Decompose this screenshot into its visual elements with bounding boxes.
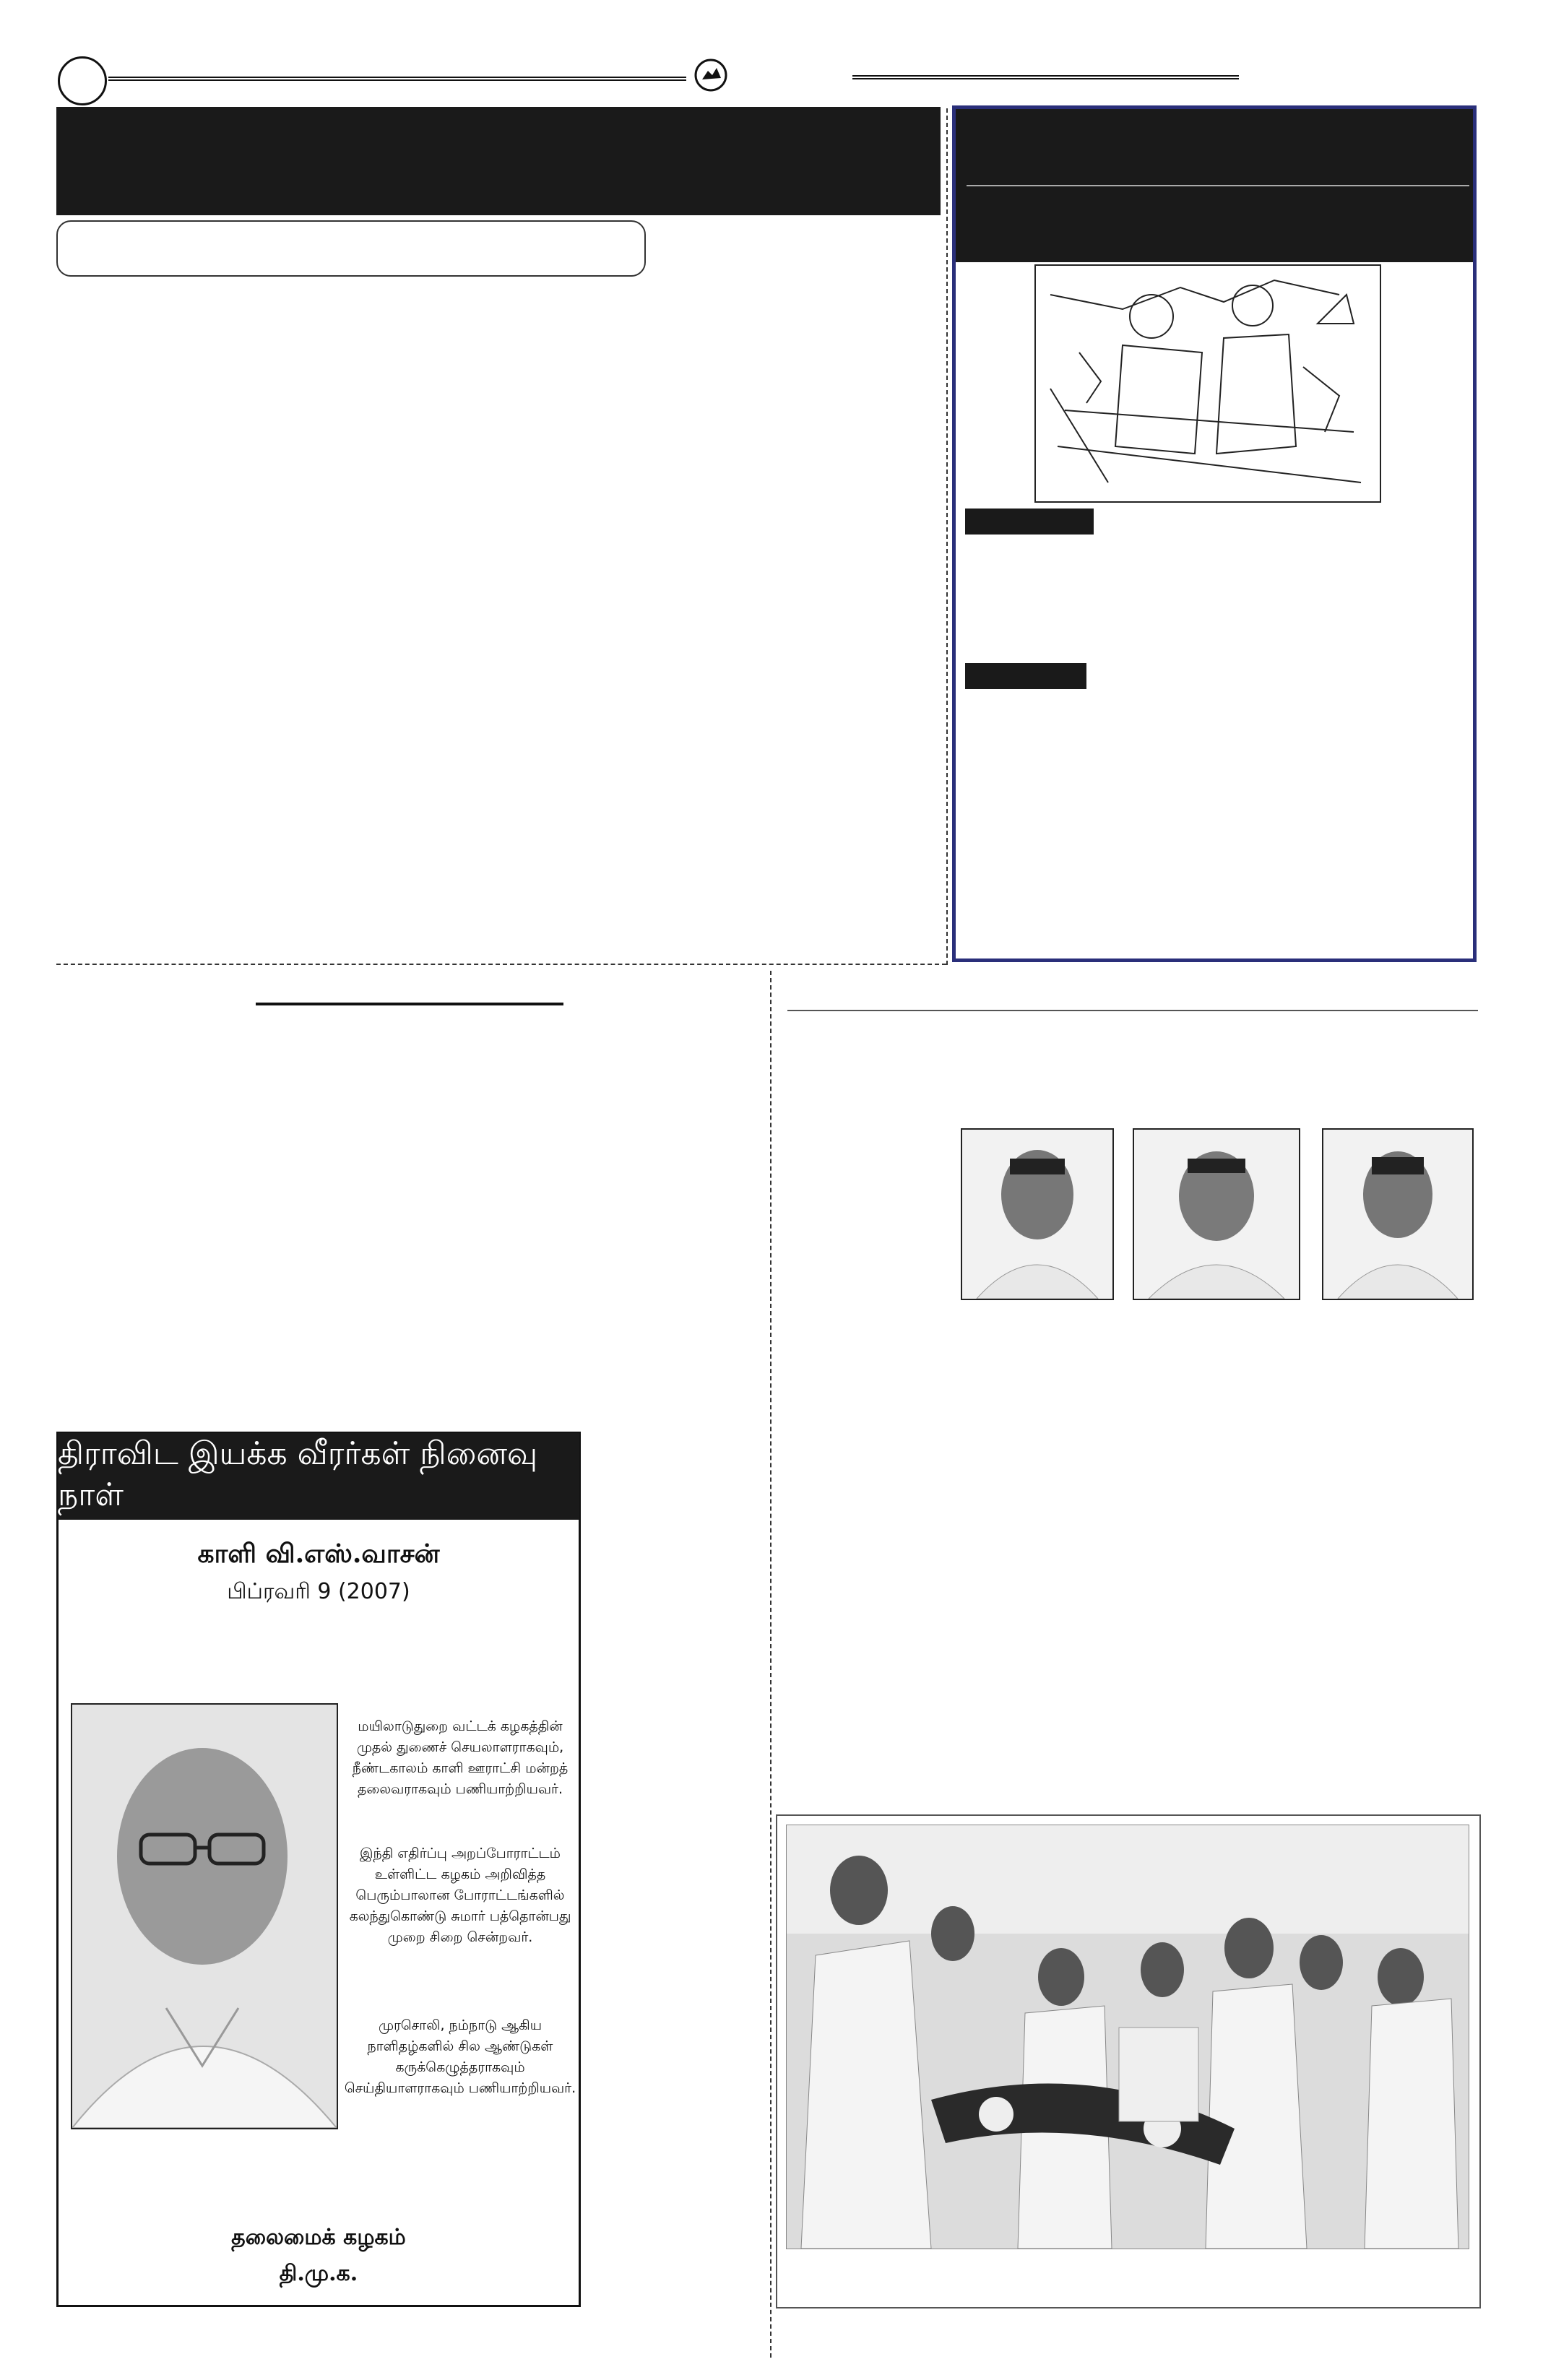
top-column-divider [946,108,948,965]
memorial-footer-line-1: தலைமைக் கழகம் [231,2225,406,2250]
headline-banner [56,107,941,215]
header-rule-left [108,77,686,81]
bottom-left-heading-rule [256,1003,563,1005]
bottom-column-divider [770,971,772,2358]
portrait-photo-1 [961,1128,1114,1300]
cartoon-caption-label-1 [965,509,1094,535]
section-divider-horizontal [56,964,946,965]
cartoon-caption-label-2 [965,663,1086,689]
rising-sun-logo-icon [693,58,728,92]
event-group-photo [786,1825,1469,2249]
cartoon-illustration [1034,264,1381,503]
portrait-photo-2 [1133,1128,1300,1300]
memorial-portrait-photo [71,1703,338,2129]
bottom-right-heading-rule [787,1010,1478,1011]
portrait-photo-3 [1322,1128,1474,1300]
memorial-bio-paragraph-3: முரசொலி, நம்நாடு ஆகிய நாளிதழ்களில் சில ஆண்டுகள் கருக்கெழுத்தராகவும் செய்தியாளராகவும் பணியாற்றியவர். [344,2017,576,2096]
memorial-bio-paragraph-1: மயிலாடுதுறை வட்டக் கழகத்தின் முதல் துணைச் செயலாளராகவும், நீண்டகாலம் காளி ஊராட்சி மன்றத் தலைவராகவும் பணியாற்றியவர். [352,1718,569,1797]
memorial-person-name: காளி வி.எஸ்.வாசன் [197,1539,440,1569]
page-number-circle [58,56,107,105]
memorial-heading: திராவிட இயக்க வீரர்கள் நினைவு நாள் [58,1433,579,1520]
subheadline-box [56,220,646,277]
memorial-bio-paragraph-2: இந்தி எதிர்ப்பு அறப்போராட்டம் உள்ளிட்ட கழகம் அறிவித்த பெரும்பாலான போராட்டங்களில் கலந்துகொண்டு சுமார் பத்தொன்பது முறை சிறை சென்றவர். [349,1845,571,1945]
memorial-footer-line-2: தி.மு.க. [279,2261,358,2286]
memorial-date: பிப்ரவரி 9 (2007) [227,1579,410,1604]
header-rule-right [852,75,1239,79]
cartoon-header-divider [967,185,1469,186]
